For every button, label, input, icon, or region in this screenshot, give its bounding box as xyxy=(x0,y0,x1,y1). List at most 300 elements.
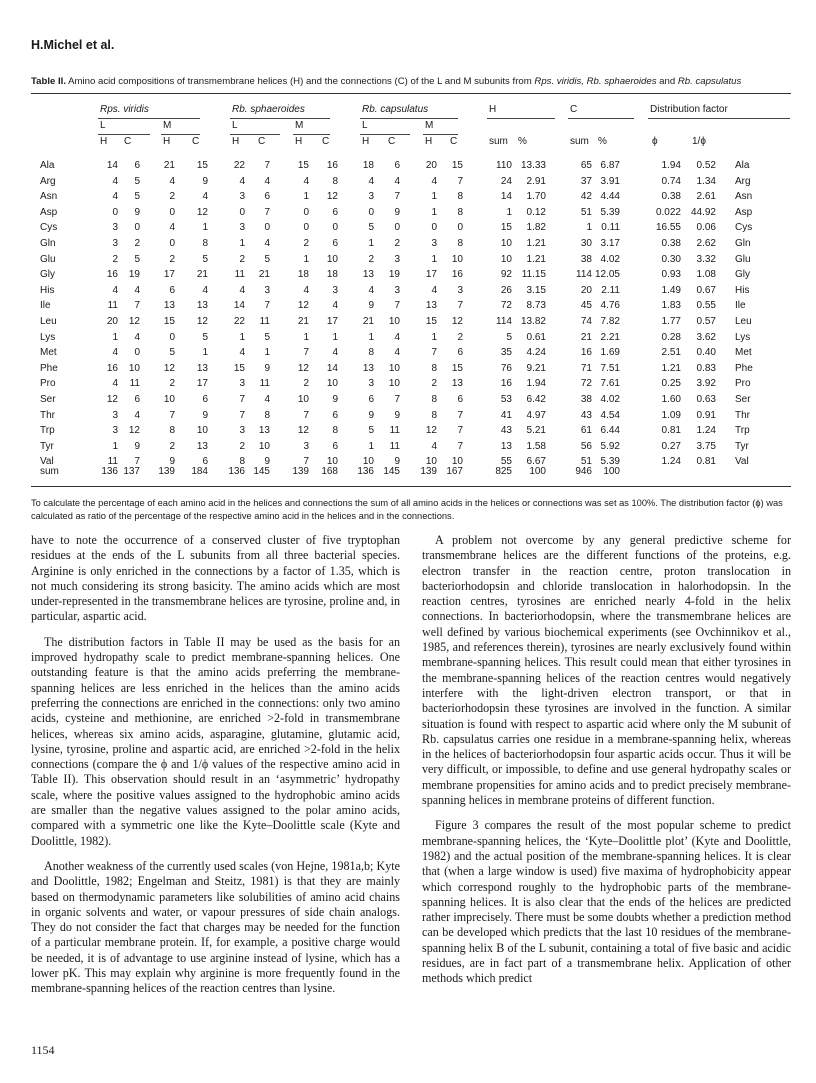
table-cell: 1.58 xyxy=(526,440,546,452)
table-cell: 12 xyxy=(106,394,118,405)
paragraph: have to note the occurrence of a conserved cluster of five tryptophan residues at the ends of the L subunits from all three bacterial species. Arginine is only enriched in the connections by a factor of 1.35, which is not much considering its strong basicity. The amino acids which are most under-represented in the transmembrane helices are tyrosine, proline and, in particular, aspartic acid. xyxy=(31,533,400,624)
table-cell: 12 xyxy=(451,316,463,327)
table-cell: 0.022 xyxy=(655,206,681,218)
row-label: Ile xyxy=(40,300,51,312)
table-cell: 4 xyxy=(202,191,208,203)
table-cell: 10 xyxy=(163,394,175,405)
table-cell: 56 xyxy=(580,440,592,452)
header-underline xyxy=(230,118,330,119)
group-header: Rb. capsulatus xyxy=(362,104,429,115)
table-cell: 10 xyxy=(362,456,374,468)
row-label-right: Gly xyxy=(735,269,750,281)
table-cell: 12 xyxy=(297,362,309,374)
table-cell: 0 xyxy=(134,347,140,359)
row-label: Leu xyxy=(40,316,57,327)
table-cell: 1 xyxy=(112,440,118,452)
caption-and: and xyxy=(656,76,678,87)
table-cell: 9 xyxy=(368,409,374,421)
table-cell: 10 xyxy=(451,456,463,468)
table-cell: 13 xyxy=(258,425,270,437)
subheader-underline xyxy=(423,134,458,135)
table-cell: 11 xyxy=(129,378,140,390)
table-cell: 7 xyxy=(457,440,463,452)
row-label-right: Asn xyxy=(735,191,753,203)
subunit-header: L xyxy=(100,120,106,131)
table-cell: 11 xyxy=(389,440,400,452)
table-cell: 26 xyxy=(500,284,512,296)
table-cell: 3.62 xyxy=(696,331,716,343)
row-label-right: Pro xyxy=(735,378,751,390)
table-cell: 6 xyxy=(368,394,374,405)
table-cell: 0.40 xyxy=(696,347,716,359)
table-cell: 44.92 xyxy=(690,206,716,218)
table-cell: 1.21 xyxy=(526,238,546,249)
table-cell: 8 xyxy=(202,238,208,249)
table-cell: 21 xyxy=(362,316,374,327)
sum-cell: 168 xyxy=(321,466,338,477)
table-cell: 30 xyxy=(580,238,592,249)
table-cell: 11 xyxy=(234,269,245,281)
table-cell: 55 xyxy=(500,456,512,468)
table-cell: 5 xyxy=(506,331,512,343)
table-cell: 61 xyxy=(580,425,592,437)
table-cell: 7 xyxy=(239,409,245,421)
table-cell: 7 xyxy=(303,347,309,359)
table-cell: 9 xyxy=(368,300,374,312)
row-label: Ser xyxy=(40,394,56,405)
table-cell: 3 xyxy=(368,191,374,203)
table-cell: 2 xyxy=(303,238,309,249)
table-cell: 1.21 xyxy=(526,253,546,265)
table-cell: 2 xyxy=(431,378,437,390)
header-underline xyxy=(568,118,634,119)
table-cell: 6 xyxy=(332,440,338,452)
table-cell: 9.21 xyxy=(526,362,546,374)
table-cell: 10 xyxy=(425,456,437,468)
table-cell: 3.17 xyxy=(600,238,620,249)
table-cell: 0 xyxy=(303,206,309,218)
table-cell: 12.05 xyxy=(594,269,620,281)
table-cell: 1 xyxy=(431,331,437,343)
table-cell: 5.39 xyxy=(600,206,620,218)
row-label-right: Met xyxy=(735,347,752,359)
table-cell: 12 xyxy=(196,316,208,327)
row-label: His xyxy=(40,284,55,296)
table-cell: 4.02 xyxy=(600,394,620,405)
table-cell: 3 xyxy=(239,378,245,390)
table-cell: 16 xyxy=(106,362,118,374)
table-cell: 8 xyxy=(332,425,338,437)
row-label: Tyr xyxy=(40,440,54,452)
table-cell: 10 xyxy=(500,238,512,249)
table-cell: 51 xyxy=(580,456,592,468)
paragraph: Another weakness of the currently used scales (von Hejne, 1981a,b; Kyte and Doolittle, 1982; Engelman and Steitz, 1981) is that they are mainly based on thermodynamic parameters like solubilities of amino acid chains in organic solvents and water, or vapour pressures of side chain analogs. They do not consider the fact that charges may be needed for the function of a particular membrane protein. If, for example, a positive charge would be needed, it is of advantage to use arginine instead of lysine, which has a lower pK. This may explain why arginine is more frequently found in the membrane-spanning helices of the reaction centres than lysine. xyxy=(31,858,400,996)
table-cell: 16 xyxy=(106,269,118,281)
table-cell: 45 xyxy=(580,300,592,312)
table-cell: 4 xyxy=(112,284,118,296)
table-cell: 8 xyxy=(457,238,463,249)
table-cell: 0 xyxy=(368,206,374,218)
table-cell: 1 xyxy=(431,253,437,265)
sum-cell: 100 xyxy=(529,466,546,477)
table-cell: 92 xyxy=(500,269,512,281)
hc-header: C xyxy=(388,136,396,147)
table-cell: 4.02 xyxy=(600,253,620,265)
subunit-header: L xyxy=(362,120,368,131)
row-label: Trp xyxy=(40,425,55,437)
table-cell: 8 xyxy=(431,394,437,405)
subunit-header: M xyxy=(295,120,304,131)
table-cell: 6 xyxy=(332,238,338,249)
table-cell: 5 xyxy=(264,331,270,343)
table-cell: 74 xyxy=(580,316,592,327)
table-cell: 3.32 xyxy=(696,253,716,265)
table-cell: 114 xyxy=(576,269,592,281)
table-cell: 0 xyxy=(303,222,309,234)
row-label: Val xyxy=(40,456,54,468)
table-cell: 1 xyxy=(202,347,208,359)
table-cell: 8 xyxy=(457,206,463,218)
table-caption xyxy=(31,76,791,87)
table-cell: 10 xyxy=(388,316,400,327)
table-cell: 4 xyxy=(134,409,140,421)
table-cell: 9 xyxy=(394,456,400,468)
table-cell: 0.91 xyxy=(696,409,716,421)
table-cell: 6.44 xyxy=(600,425,620,437)
table-cell: 13 xyxy=(500,440,512,452)
table-cell: 4.97 xyxy=(526,409,546,421)
table-cell: 65 xyxy=(580,160,592,171)
table-cell: 18 xyxy=(297,269,309,281)
row-label-right: Ala xyxy=(735,160,750,171)
table-cell: 2.51 xyxy=(661,347,681,359)
table-cell: 0.74 xyxy=(661,175,681,187)
table-cell: 4.44 xyxy=(600,191,620,203)
table-cell: 24 xyxy=(500,175,512,187)
table-cell: 0.63 xyxy=(696,394,716,405)
table-cell: 1 xyxy=(368,440,374,452)
sum-cell: 184 xyxy=(191,466,208,477)
table-cell: 3 xyxy=(112,238,118,249)
row-label: Gln xyxy=(40,238,56,249)
paragraph: A problem not overcome by any general predictive scheme for transmembrane helices are the different functions of the proteins, e.g. electron transfer in the reaction centre, proton translocation in bacteriorhodopsin and chloride translocation in halorhodopsin. In the reaction centres, tyrosines are enriched nearly 4-fold in the helix connections. In bacteriorhodopsin, where the transmembrane helices are well defined by various biochemical experiments (see Ovchinnikov et al., 1985, and references therein), tyrosines are nearly exclusively found within membrane-spanning helices. This result could mean that either tyrosines in the membrane-spanning helices of the reaction centres would negatively interfere with the light-driven electron transport, or that in bacteriorhodopsin these tyrosines are involved in the function. A similar situation is found with respect to aspartic acid where only the M subunit of Rb. capsulatus carries one residue in a membrane-spanning helix, whereas in the helices of bacteriorhodopsin four aspartic acids occur. Thus it will be very difficult, or impossible, to define and use general hydropathy scales or membrane propensities for amino acids and to predict precisely membrane-spanning helices in membrane proteins of different function. xyxy=(422,533,791,808)
table-cell: 38 xyxy=(580,253,592,265)
table-cell: 16 xyxy=(326,160,338,171)
table-cell: 0.27 xyxy=(661,440,681,452)
table-cell: 4 xyxy=(368,284,374,296)
table-cell: 6 xyxy=(457,347,463,359)
table-cell: 4 xyxy=(239,347,245,359)
header-underline xyxy=(487,118,555,119)
table-cell: 10 xyxy=(500,253,512,265)
table-cell: 8 xyxy=(368,347,374,359)
table-cell: 22 xyxy=(233,160,245,171)
table-cell: 0.61 xyxy=(526,331,546,343)
row-label: Glu xyxy=(40,253,56,265)
subheader-underline xyxy=(293,134,330,135)
table-cell: 6 xyxy=(202,394,208,405)
table-cell: 5 xyxy=(134,175,140,187)
table-cell: 15 xyxy=(425,316,437,327)
table-cell: 1.77 xyxy=(661,316,681,327)
table-cell: 0.55 xyxy=(696,300,716,312)
table-cell: 16.55 xyxy=(655,222,681,234)
header-underline xyxy=(648,118,790,119)
table-cell: 7 xyxy=(457,300,463,312)
table-cell: 13 xyxy=(451,378,463,390)
table-cell: 22 xyxy=(233,316,245,327)
table-cell: 13 xyxy=(196,362,208,374)
row-label: Lys xyxy=(40,331,56,343)
sum-cell: 136 xyxy=(357,466,374,477)
table-cell: 2 xyxy=(169,440,175,452)
table-cell: 13 xyxy=(196,300,208,312)
table-cell: 3 xyxy=(368,378,374,390)
table-cell: 9 xyxy=(169,456,175,468)
table-cell: 0 xyxy=(134,222,140,234)
table-cell: 2.21 xyxy=(600,331,620,343)
table-cell: 1.83 xyxy=(661,300,681,312)
table-cell: 13 xyxy=(163,300,175,312)
row-label-right: Thr xyxy=(735,409,750,421)
row-label-right: Tyr xyxy=(735,440,749,452)
table-cell: 8 xyxy=(431,409,437,421)
table-cell: 0.93 xyxy=(661,269,681,281)
table-cell: 4 xyxy=(332,347,338,359)
table-cell: 9 xyxy=(264,362,270,374)
table-cell: 14 xyxy=(106,160,118,171)
table-cell: 3 xyxy=(431,238,437,249)
hc-header: H xyxy=(163,136,171,147)
table-cell: 13.33 xyxy=(520,160,546,171)
table-cell: 1.70 xyxy=(526,191,546,203)
table-cell: 1 xyxy=(239,331,245,343)
subheader-underline xyxy=(98,134,150,135)
row-label: Cys xyxy=(40,222,58,234)
table-cell: 2 xyxy=(239,253,245,265)
table-cell: 2 xyxy=(239,440,245,452)
table-cell: 16 xyxy=(500,378,512,390)
table-cell: 4.54 xyxy=(600,409,620,421)
table-cell: 1 xyxy=(303,191,309,203)
row-label: Arg xyxy=(40,175,56,187)
table-cell: 72 xyxy=(580,378,592,390)
hc-header: H xyxy=(425,136,433,147)
table-cell: 3 xyxy=(239,222,245,234)
table-cell: 18 xyxy=(362,160,374,171)
table-cell: 12 xyxy=(425,425,437,437)
table-cell: 1 xyxy=(112,331,118,343)
table-cell: 1.60 xyxy=(661,394,681,405)
table-footnote: To calculate the percentage of each amino acid in the helices and connections the sum of all amino acids in the helices or connections was set as 100%. The distribution factor (ϕ) was calculated as ratio of the percentage of the respective amino acid in the helices and in the connections. xyxy=(31,498,783,521)
table-cell: 2 xyxy=(394,238,400,249)
table-cell: 1 xyxy=(431,191,437,203)
table-cell: 43 xyxy=(500,425,512,437)
table-cell: 4 xyxy=(431,284,437,296)
sum-cell: 825 xyxy=(495,466,512,477)
table-cell: 4 xyxy=(431,440,437,452)
table-cell: 5.92 xyxy=(600,440,620,452)
table-cell: 35 xyxy=(500,347,512,359)
table-cell: 10 xyxy=(128,362,140,374)
table-cell: 6.87 xyxy=(600,160,620,171)
sum-row-label: sum xyxy=(40,466,59,477)
table-cell: 10 xyxy=(451,253,463,265)
table-cell: 11 xyxy=(259,378,270,390)
table-cell: 3 xyxy=(239,425,245,437)
table-cell: 4 xyxy=(239,284,245,296)
table-cell: 7.61 xyxy=(600,378,620,390)
table-cell: 18 xyxy=(326,269,338,281)
table-cell: 10 xyxy=(388,362,400,374)
table-cell: 10 xyxy=(388,378,400,390)
table-cell: 110 xyxy=(496,160,512,171)
table-cell: 41 xyxy=(500,409,512,421)
table-cell: 0 xyxy=(431,222,437,234)
table-cell: 2 xyxy=(303,378,309,390)
hc-header: C xyxy=(192,136,200,147)
row-label-right: Gln xyxy=(735,238,751,249)
table-cell: 2 xyxy=(134,238,140,249)
table-cell: 12 xyxy=(196,206,208,218)
table-cell: 2 xyxy=(368,253,374,265)
table-cell: 9 xyxy=(134,206,140,218)
table-cell: 15 xyxy=(451,160,463,171)
row-label: Ala xyxy=(40,160,55,171)
table-cell: 6 xyxy=(202,456,208,468)
table-cell: 1.49 xyxy=(661,284,681,296)
table-cell: 1 xyxy=(368,331,374,343)
row-label: Asn xyxy=(40,191,58,203)
table-cell: 0 xyxy=(239,206,245,218)
phi-header: ϕ xyxy=(652,136,658,147)
table-cell: 9 xyxy=(332,394,338,405)
group-header: Rb. sphaeroides xyxy=(232,104,305,115)
caption-species: Rps. viridis, Rb. sphaeroides xyxy=(534,76,657,87)
row-label-right: Phe xyxy=(735,362,753,374)
table-cell: 0 xyxy=(169,206,175,218)
table-cell: 1 xyxy=(368,238,374,249)
table-cell: 8 xyxy=(264,409,270,421)
table-cell: 4 xyxy=(394,347,400,359)
table-top-rule xyxy=(31,93,791,94)
table-cell: 1 xyxy=(332,331,338,343)
group-header: Rps. viridis xyxy=(100,104,149,115)
subunit-header: M xyxy=(425,120,434,131)
table-cell: 3 xyxy=(457,284,463,296)
table-cell: 7 xyxy=(134,300,140,312)
table-cell: 3 xyxy=(394,253,400,265)
hc-header: C xyxy=(450,136,458,147)
table-cell: 3 xyxy=(112,409,118,421)
hc-header: C xyxy=(124,136,132,147)
table-cell: 6 xyxy=(169,284,175,296)
percent-header: % xyxy=(518,136,527,147)
table-cell: 15 xyxy=(196,160,208,171)
table-cell: 14 xyxy=(233,300,245,312)
table-cell: 1.69 xyxy=(600,347,620,359)
table-cell: 7 xyxy=(394,394,400,405)
table-cell: 1.09 xyxy=(661,409,681,421)
caption-text: Amino acid compositions of transmembrane helices (H) and the connections (C) of the L and M subunits from xyxy=(66,76,535,87)
table-cell: 6 xyxy=(264,191,270,203)
subunit-header: L xyxy=(232,120,238,131)
row-label-right: His xyxy=(735,284,750,296)
table-cell: 5.39 xyxy=(600,456,620,468)
row-label: Phe xyxy=(40,362,58,374)
table-cell: 0.06 xyxy=(696,222,716,234)
row-label-right: Ser xyxy=(735,394,751,405)
sum-cell: 100 xyxy=(603,466,620,477)
sum-cell: 946 xyxy=(575,466,592,477)
table-cell: 1 xyxy=(303,253,309,265)
sum-cell: 139 xyxy=(420,466,437,477)
table-cell: 6 xyxy=(394,160,400,171)
table-cell: 17 xyxy=(425,269,437,281)
table-cell: 1 xyxy=(264,347,270,359)
table-cell: 2 xyxy=(169,191,175,203)
row-label-right: Arg xyxy=(735,175,751,187)
table-cell: 12 xyxy=(297,425,309,437)
table-cell: 2.91 xyxy=(526,175,546,187)
table-cell: 1.08 xyxy=(696,269,716,281)
table-cell: 14 xyxy=(500,191,512,203)
table-cell: 0 xyxy=(457,222,463,234)
table-cell: 9 xyxy=(394,409,400,421)
sum-cell: 145 xyxy=(253,466,270,477)
sum-header: sum xyxy=(489,136,508,147)
table-cell: 21 xyxy=(196,269,208,281)
hc-header: H xyxy=(295,136,303,147)
row-label: Pro xyxy=(40,378,56,390)
table-cell: 21 xyxy=(163,160,175,171)
sum-cell: 139 xyxy=(158,466,175,477)
table-cell: 7.51 xyxy=(600,362,620,374)
table-cell: 1.94 xyxy=(526,378,546,390)
table-cell: 4 xyxy=(134,284,140,296)
table-label: Table II. xyxy=(31,76,67,87)
table-cell: 4 xyxy=(264,394,270,405)
table-cell: 4 xyxy=(112,347,118,359)
table-cell: 9 xyxy=(394,206,400,218)
table-cell: 5 xyxy=(134,253,140,265)
caption-species-2: Rb. capsulatus xyxy=(677,76,742,87)
hc-header: C xyxy=(258,136,266,147)
sum-cell: 167 xyxy=(446,466,463,477)
table-cell: 15 xyxy=(233,362,245,374)
table-cell: 7.82 xyxy=(600,316,620,327)
row-label: Thr xyxy=(40,409,55,421)
table-cell: 7 xyxy=(394,300,400,312)
table-cell: 7 xyxy=(431,347,437,359)
table-cell: 0 xyxy=(332,222,338,234)
table-cell: 8 xyxy=(457,191,463,203)
table-cell: 0 xyxy=(264,222,270,234)
table-cell: 0.38 xyxy=(661,191,681,203)
table-cell: 19 xyxy=(128,269,140,281)
table-cell: 4 xyxy=(169,222,175,234)
table-cell: 1 xyxy=(239,238,245,249)
table-cell: 3.15 xyxy=(526,284,546,296)
table-cell: 17 xyxy=(196,378,208,390)
header-underline xyxy=(98,118,200,119)
table-cell: 4 xyxy=(394,331,400,343)
table-cell: 2 xyxy=(112,253,118,265)
table-cell: 0.25 xyxy=(661,378,681,390)
table-cell: 15 xyxy=(500,222,512,234)
table-cell: 7 xyxy=(264,206,270,218)
table-cell: 1 xyxy=(202,222,208,234)
